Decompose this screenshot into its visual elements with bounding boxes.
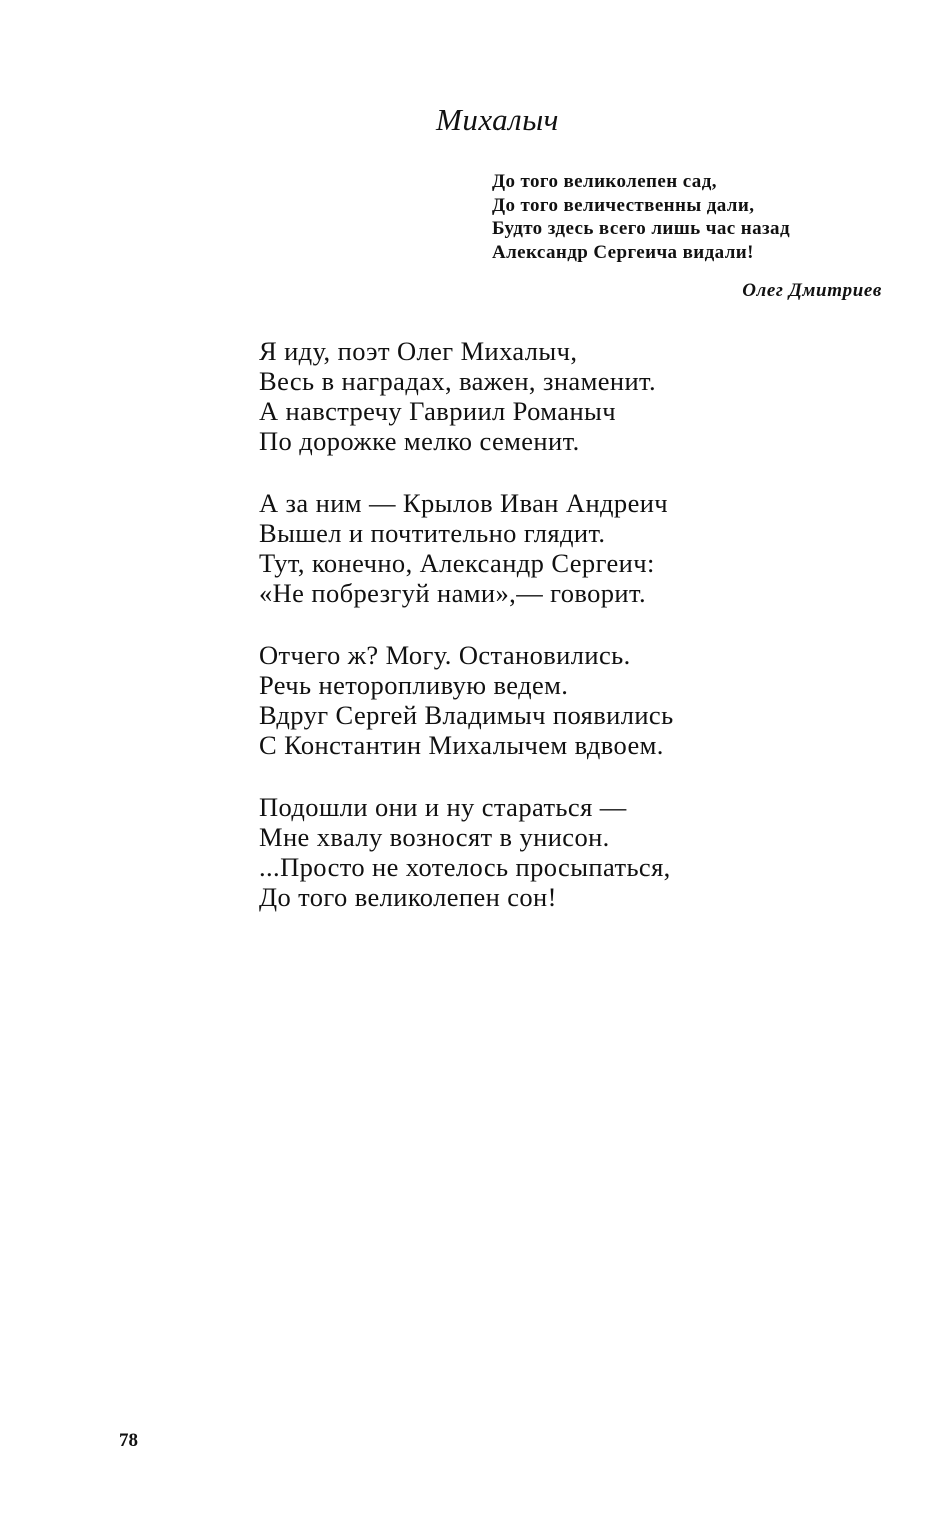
poem-line: Подошли они и ну стараться — [259, 792, 627, 822]
poem-line: Речь неторопливую ведем. [259, 670, 569, 700]
poem-body [259, 336, 674, 944]
poem-line: А за ним — Крылов Иван Андреич [259, 488, 669, 518]
epigraph-line: До того великолепен сад, [492, 171, 717, 192]
poem-line: По дорожке мелко семенит. [259, 426, 580, 456]
stanza-3 [259, 640, 674, 760]
epigraph-line: Будто здесь всего лишь час назад [492, 218, 790, 239]
poem-line: Мне хвалу возносят в унисон. [259, 822, 610, 852]
stanza-1 [259, 336, 674, 456]
epigraph-line: Александр Сергеича видали! [492, 241, 754, 263]
poem-line: Я иду, поэт Олег Михалыч, [259, 336, 578, 366]
poem-line: С Константин Михалычем вдвоем. [259, 730, 664, 760]
poem-line: Вышел и почтительно глядит. [259, 518, 606, 548]
poem-line: Весь в наградах, важен, знаменит. [259, 366, 657, 396]
poem-line: Тут, конечно, Александр Сергеич: [259, 548, 655, 578]
poem-line: До того великолепен сон! [259, 882, 557, 912]
stanza-4 [259, 792, 674, 912]
stanza-2 [259, 488, 674, 608]
poem-title: Михалыч [436, 102, 559, 137]
epigraph-line: До того величественны дали, [492, 194, 755, 216]
poem-line: А навстречу Гавриил Романыч [259, 396, 616, 426]
poem-line: Вдруг Сергей Владимыч появились [259, 700, 674, 730]
epigraph-author: Олег Дмитриев [742, 280, 882, 301]
poem-line: Отчего ж? Могу. Остановились. [259, 640, 631, 670]
poem-line: ...Просто не хотелось просыпаться, [259, 852, 671, 882]
epigraph [492, 170, 892, 264]
page-number: 78 [119, 1430, 138, 1451]
poem-line: «Не побрезгуй нами»,— говорит. [259, 578, 646, 608]
